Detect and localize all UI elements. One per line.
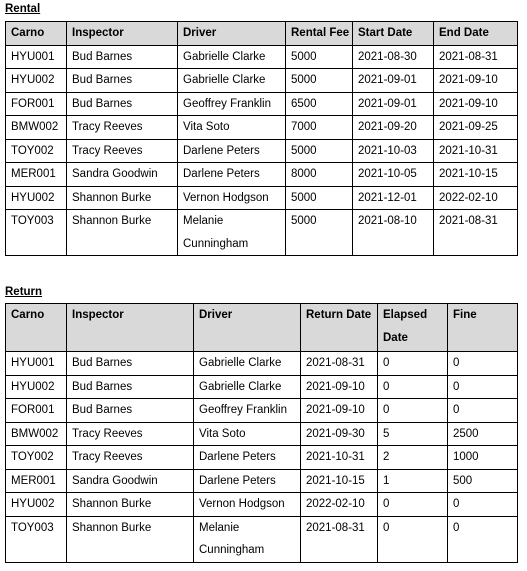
cell-elapsed-date: 0 <box>378 493 448 517</box>
cell-driver: Darlene Peters <box>178 163 286 187</box>
cell-end-date: 2021-08-31 <box>434 210 518 256</box>
cell-carno: HYU002 <box>6 69 67 93</box>
cell-elapsed-date: 0 <box>378 352 448 376</box>
table-row <box>6 422 518 446</box>
cell-driver: Melanie Cunningham <box>178 210 286 256</box>
cell-return-date: 2021-08-31 <box>301 516 378 562</box>
cell-fine: 0 <box>448 493 518 517</box>
cell-return-date: 2021-09-10 <box>301 375 378 399</box>
cell-start-date: 2021-10-03 <box>353 139 434 163</box>
cell-carno: TOY003 <box>6 516 67 562</box>
table-row <box>6 45 518 69</box>
cell-fine: 500 <box>448 469 518 493</box>
cell-inspector: Sandra Goodwin <box>67 469 194 493</box>
cell-driver: Geoffrey Franklin <box>178 92 286 116</box>
cell-rental-fee: 5000 <box>286 45 353 69</box>
cell-carno: MER001 <box>6 469 67 493</box>
cell-driver: Darlene Peters <box>194 469 301 493</box>
cell-start-date: 2021-10-05 <box>353 163 434 187</box>
cell-inspector: Bud Barnes <box>67 69 178 93</box>
table-row <box>6 92 518 116</box>
cell-inspector: Shannon Burke <box>67 186 178 210</box>
cell-end-date: 2021-08-31 <box>434 45 518 69</box>
col-header-driver: Driver <box>194 304 301 352</box>
cell-start-date: 2021-08-30 <box>353 45 434 69</box>
cell-end-date: 2021-09-25 <box>434 116 518 140</box>
table-row <box>6 139 518 163</box>
cell-start-date: 2021-09-20 <box>353 116 434 140</box>
cell-return-date: 2021-09-30 <box>301 422 378 446</box>
col-header-inspector: Inspector <box>67 22 178 46</box>
cell-return-date: 2021-10-31 <box>301 446 378 470</box>
table-row <box>6 469 518 493</box>
cell-elapsed-date: 0 <box>378 516 448 562</box>
cell-carno: BMW002 <box>6 422 67 446</box>
table-row <box>6 163 518 187</box>
cell-driver: Melanie Cunningham <box>194 516 301 562</box>
col-header-driver: Driver <box>178 22 286 46</box>
cell-inspector: Bud Barnes <box>67 399 194 423</box>
col-header-start-date: Start Date <box>353 22 434 46</box>
cell-end-date: 2021-09-10 <box>434 69 518 93</box>
cell-inspector: Tracy Reeves <box>67 446 194 470</box>
rental-table <box>5 21 518 256</box>
cell-driver: Gabrielle Clarke <box>178 45 286 69</box>
cell-inspector: Bud Barnes <box>67 375 194 399</box>
table-row <box>6 399 518 423</box>
cell-carno: MER001 <box>6 163 67 187</box>
cell-end-date: 2021-10-15 <box>434 163 518 187</box>
cell-carno: TOY002 <box>6 446 67 470</box>
cell-start-date: 2021-09-01 <box>353 69 434 93</box>
cell-driver: Gabrielle Clarke <box>178 69 286 93</box>
cell-driver: Vita Soto <box>194 422 301 446</box>
cell-rental-fee: 7000 <box>286 116 353 140</box>
cell-carno: HYU001 <box>6 45 67 69</box>
cell-return-date: 2021-08-31 <box>301 352 378 376</box>
rental-header-row <box>6 22 518 46</box>
cell-inspector: Sandra Goodwin <box>67 163 178 187</box>
col-header-inspector: Inspector <box>67 304 194 352</box>
cell-carno: HYU002 <box>6 375 67 399</box>
table-row <box>6 69 518 93</box>
cell-carno: BMW002 <box>6 116 67 140</box>
cell-end-date: 2021-10-31 <box>434 139 518 163</box>
table-row <box>6 116 518 140</box>
col-header-elapsed-date: Elapsed Date <box>378 304 448 352</box>
cell-inspector: Shannon Burke <box>67 210 178 256</box>
cell-carno: HYU001 <box>6 352 67 376</box>
cell-inspector: Tracy Reeves <box>67 139 178 163</box>
cell-inspector: Bud Barnes <box>67 352 194 376</box>
cell-inspector: Tracy Reeves <box>67 116 178 140</box>
cell-inspector: Shannon Burke <box>67 493 194 517</box>
cell-return-date: 2021-10-15 <box>301 469 378 493</box>
col-header-carno: Carno <box>6 22 67 46</box>
table-row <box>6 210 518 256</box>
cell-elapsed-date: 2 <box>378 446 448 470</box>
cell-fine: 0 <box>448 516 518 562</box>
table-row <box>6 352 518 376</box>
return-table <box>5 303 518 563</box>
cell-driver: Vernon Hodgson <box>194 493 301 517</box>
cell-inspector: Tracy Reeves <box>67 422 194 446</box>
cell-fine: 0 <box>448 352 518 376</box>
cell-driver: Gabrielle Clarke <box>194 352 301 376</box>
cell-carno: TOY003 <box>6 210 67 256</box>
table-row <box>6 186 518 210</box>
cell-driver: Vita Soto <box>178 116 286 140</box>
cell-return-date: 2022-02-10 <box>301 493 378 517</box>
cell-fine: 2500 <box>448 422 518 446</box>
cell-driver: Vernon Hodgson <box>178 186 286 210</box>
cell-inspector: Bud Barnes <box>67 92 178 116</box>
cell-carno: HYU002 <box>6 493 67 517</box>
rental-section-title: Rental <box>5 3 41 15</box>
cell-end-date: 2021-09-10 <box>434 92 518 116</box>
cell-carno: HYU002 <box>6 186 67 210</box>
cell-carno: TOY002 <box>6 139 67 163</box>
table-row <box>6 493 518 517</box>
col-header-rental-fee: Rental Fee <box>286 22 353 46</box>
cell-driver: Gabrielle Clarke <box>194 375 301 399</box>
cell-fine: 0 <box>448 375 518 399</box>
cell-inspector: Bud Barnes <box>67 45 178 69</box>
return-section-title: Return <box>5 286 43 298</box>
cell-carno: FOR001 <box>6 92 67 116</box>
cell-rental-fee: 5000 <box>286 186 353 210</box>
cell-rental-fee: 5000 <box>286 139 353 163</box>
col-header-carno: Carno <box>6 304 67 352</box>
table-row <box>6 516 518 562</box>
cell-driver: Darlene Peters <box>178 139 286 163</box>
cell-driver: Geoffrey Franklin <box>194 399 301 423</box>
cell-end-date: 2022-02-10 <box>434 186 518 210</box>
cell-driver: Darlene Peters <box>194 446 301 470</box>
col-header-end-date: End Date <box>434 22 518 46</box>
cell-start-date: 2021-08-10 <box>353 210 434 256</box>
cell-rental-fee: 5000 <box>286 69 353 93</box>
cell-elapsed-date: 0 <box>378 399 448 423</box>
return-header-row <box>6 304 518 352</box>
cell-rental-fee: 8000 <box>286 163 353 187</box>
cell-elapsed-date: 5 <box>378 422 448 446</box>
cell-rental-fee: 5000 <box>286 210 353 256</box>
cell-elapsed-date: 1 <box>378 469 448 493</box>
cell-rental-fee: 6500 <box>286 92 353 116</box>
col-header-fine: Fine <box>448 304 518 352</box>
cell-return-date: 2021-09-10 <box>301 399 378 423</box>
cell-inspector: Shannon Burke <box>67 516 194 562</box>
table-row <box>6 375 518 399</box>
col-header-return-date: Return Date <box>301 304 378 352</box>
cell-fine: 0 <box>448 399 518 423</box>
table-row <box>6 446 518 470</box>
cell-start-date: 2021-12-01 <box>353 186 434 210</box>
cell-elapsed-date: 0 <box>378 375 448 399</box>
cell-fine: 1000 <box>448 446 518 470</box>
cell-start-date: 2021-09-01 <box>353 92 434 116</box>
cell-carno: FOR001 <box>6 399 67 423</box>
